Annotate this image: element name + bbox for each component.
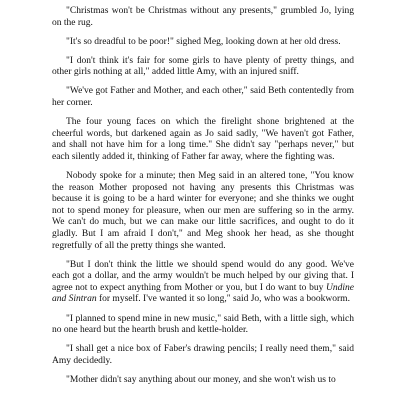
body-text — [52, 6, 354, 394]
paragraph-1: "Christmas won't be Christmas without any presents," grumbled Jo, lying on the rug. — [52, 6, 354, 28]
paragraph-9: "I shall get a nice box of Faber's drawing pencils; I really need them," said Amy decidedly. — [52, 344, 354, 366]
paragraph-7-text-after: for myself. I've wanted it so long," said Jo, who was a bookworm. — [96, 294, 350, 305]
paragraph-7-text-before: "But I don't think the little we should spend would do any good. We've each got a dollar, and the army wouldn't be much helped by our giving that. I agree not to expect anything from Mother or you, but I do want to buy — [52, 259, 354, 293]
paragraph-7 — [52, 260, 354, 306]
paragraph-6: Nobody spoke for a minute; then Meg said in an altered tone, "You know the reason Mother proposed not having any presents this Christmas was because it is going to be a hard winter for everyone; and she thinks we ought not to spend money for pleasure, when our men are suffering so in the army. We can't do much, but we can make our little sacrifices, and ought to do it gladly. But I am afraid I don't," and Meg shook her head, as she thought regretfully of all the pretty things she wanted. — [52, 171, 354, 251]
paragraph-5: The four young faces on which the firelight shone brightened at the cheerful words, but darkened again as Jo said sadly, "We haven't got Father, and shall not have him for a long time." She didn't say "perhaps never," but each silently added it, thinking of Father far away, where the fighting was. — [52, 117, 354, 162]
paragraph-4: "We've got Father and Mother, and each other," said Beth contentedly from her corner. — [52, 86, 354, 109]
paragraph-8: "I planned to spend mine in new music," said Beth, with a little sigh, which no one heard but the hearth brush and kettle-holder. — [52, 313, 354, 336]
book-title-italic: Undine and Sintran — [52, 282, 354, 305]
paragraph-10: "Mother didn't say anything about our money, and she won't wish us to — [66, 374, 336, 385]
paragraph-3: "I don't think it's fair for some girls to have plenty of pretty things, and other girls nothing at all," added little Amy, with an injured sniff. — [52, 55, 354, 78]
paragraph-2: "It's so dreadful to be poor!" sighed Meg, looking down at her old dress. — [66, 36, 341, 47]
